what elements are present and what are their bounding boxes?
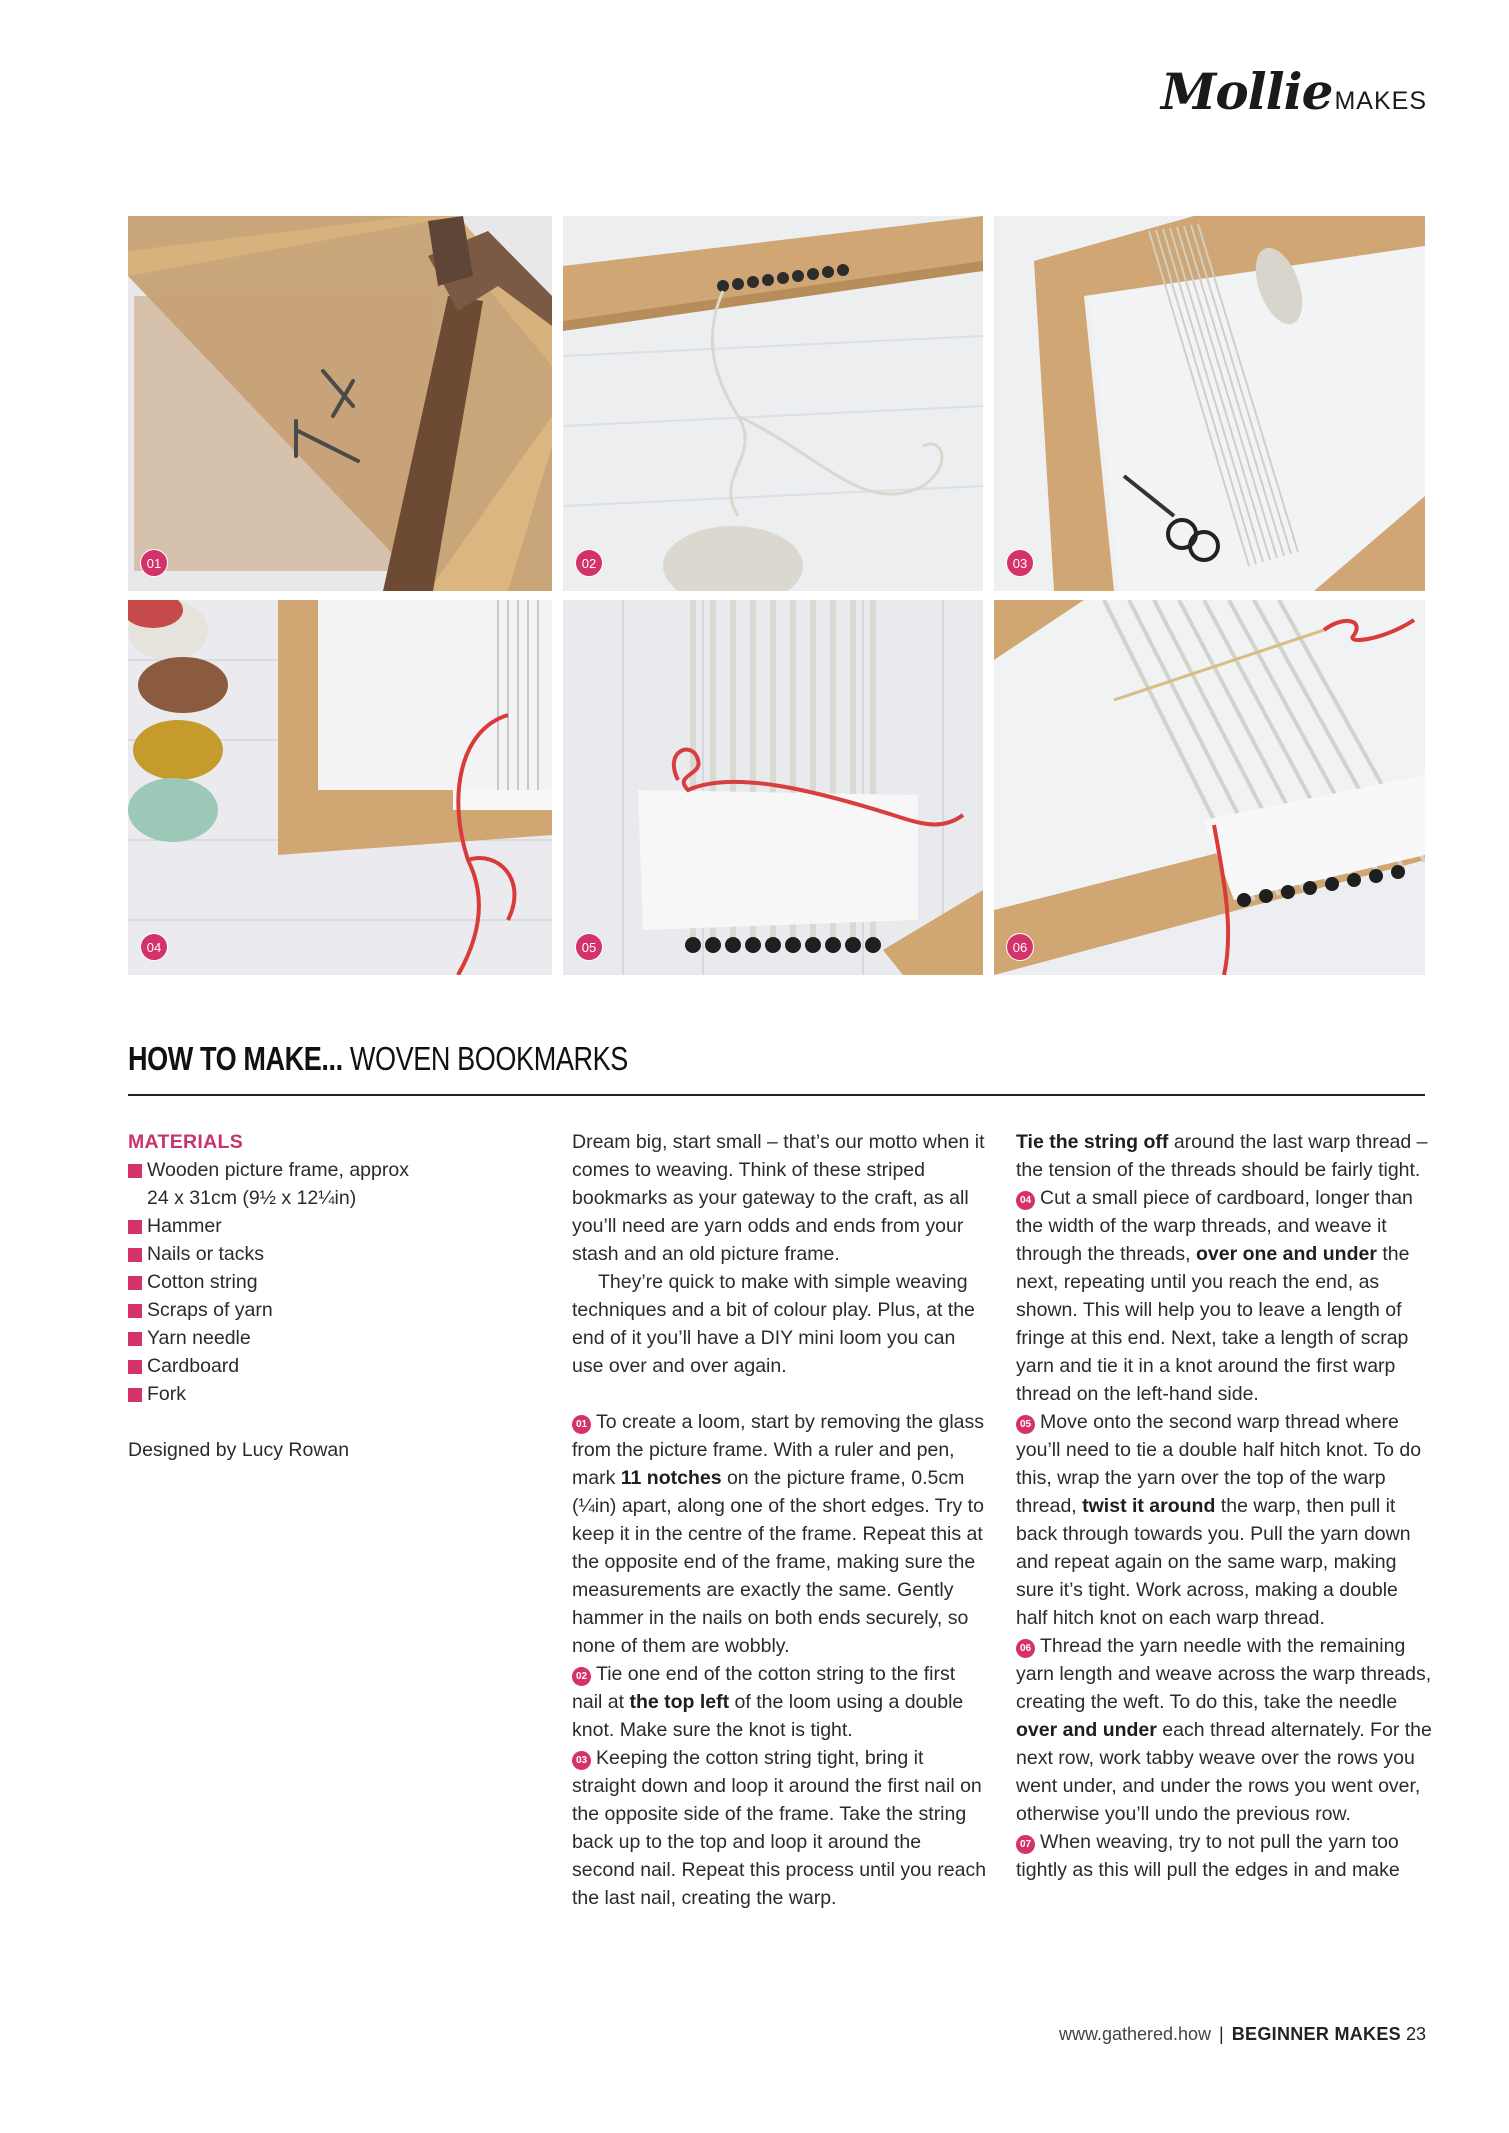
heading-light: WOVEN BOOKMARKS (342, 1040, 628, 1077)
step-photo-05 (563, 600, 983, 975)
material-item: Cardboard (128, 1352, 428, 1380)
material-item: Cotton string (128, 1268, 428, 1296)
step-number-badge: 07 (1016, 1835, 1035, 1854)
page-number: 23 (1405, 2024, 1426, 2044)
step-badge: 02 (575, 549, 603, 577)
step-badge: 01 (140, 549, 168, 577)
intro-paragraph: They’re quick to make with simple weaving techniques and a bit of colour play. Plus, at the end of it you’ll have a DIY mini loom you can use over and over again. (572, 1271, 975, 1377)
step-04: 04 Cut a small piece of cardboard, longer than the width of the warp threads, and weave it through the threads, over one and under the next, repeating until you reach the end, as shown. This will help you to leave a length of fringe at this end. Next, take a length of scrap yarn and tie it in a knot around the first warp thread on the left-hand side. (1016, 1187, 1413, 1405)
step-number-badge: 01 (572, 1415, 591, 1434)
logo-script: Mollie (1160, 62, 1333, 121)
step-number-badge: 02 (572, 1667, 591, 1686)
material-item: Wooden picture frame, approx 24 x 31cm (9½ x 12¼in) (128, 1156, 428, 1212)
step-photo-01 (128, 216, 552, 591)
page-heading (128, 1040, 628, 1078)
footer-url[interactable]: www.gathered.how (1058, 2024, 1212, 2044)
logo-caps: MAKES (1334, 87, 1427, 115)
step-photo-03 (994, 216, 1425, 591)
instructions-column-1 (572, 1128, 988, 1912)
material-item: Yarn needle (128, 1324, 428, 1352)
step-photo-04 (128, 600, 552, 975)
heading-rule (128, 1094, 1425, 1096)
step-number-badge: 05 (1016, 1415, 1035, 1434)
step-badge: 06 (1006, 933, 1034, 961)
step-02: 02 Tie one end of the cotton string to the first nail at the top left of the loom using a double knot. Make sure the knot is tight. (572, 1663, 964, 1741)
step-01: 01 To create a loom, start by removing the glass from the picture frame. With a ruler and pen, mark 11 notches on the picture frame, 0.5cm (¼in) apart, along one of the short edges. Try to keep it in the centre of the frame. Repeat this at the opposite end of the frame, making sure the measurements are exactly the same. Gently hammer in the nails on both ends securely, so none of them are wobbly. (572, 1411, 985, 1657)
footer-section: BEGINNER MAKES (1231, 2024, 1401, 2044)
step-07: 07 When weaving, try to not pull the yarn too tightly as this will pull the edges in and make (1016, 1831, 1400, 1881)
step-badge: 05 (575, 933, 603, 961)
step-03-continued: Tie the string off around the last warp thread – the tension of the threads should be fairly tight. (1016, 1131, 1428, 1181)
step-badge: 04 (140, 933, 168, 961)
step-photo-06 (994, 600, 1425, 975)
step-number-badge: 04 (1016, 1191, 1035, 1210)
masthead-logo (1161, 62, 1427, 121)
materials-title: MATERIALS (128, 1131, 243, 1153)
material-item: Scraps of yarn (128, 1296, 428, 1324)
step-number-badge: 06 (1016, 1639, 1035, 1658)
step-06: 06 Thread the yarn needle with the remaining yarn length and weave across the warp threads, creating the weft. To do this, take the needle over and under each thread alternately. For the next row, work tabby weave over the rows you went under, and under the rows you went over, otherwise you’ll undo the previous row. (1016, 1635, 1432, 1825)
step-badge: 03 (1006, 549, 1034, 577)
material-item: Hammer (128, 1212, 428, 1240)
page-footer (1059, 2024, 1426, 2045)
instructions-column-2 (1016, 1128, 1432, 1884)
step-photo-02 (563, 216, 983, 591)
step-05: 05 Move onto the second warp thread where you’ll need to tie a double half hitch knot. To do this, wrap the yarn over the top of the warp thread, twist it around the warp, then pull it back through towards you. Pull the yarn down and repeat again on the same warp, making sure it’s tight. Work across, making a double half hitch knot on each warp thread. (1016, 1411, 1422, 1629)
materials-list (128, 1156, 428, 1408)
step-03: 03 Keeping the cotton string tight, bring it straight down and loop it around the first nail on the opposite side of the frame. Take the string back up to the top and loop it around the second nail. Repeat this process until you reach the last nail, creating the warp. (572, 1747, 987, 1909)
intro-paragraph: Dream big, start small – that’s our motto when it comes to weaving. Think of these striped bookmarks as your gateway to the craft, as all you’ll need are yarn odds and ends from your stash and an old picture frame. (572, 1131, 985, 1265)
step-number-badge: 03 (572, 1751, 591, 1770)
footer-separator: | (1219, 2024, 1224, 2044)
heading-bold: HOW TO MAKE... (128, 1040, 343, 1077)
designer-credit: Designed by Lucy Rowan (128, 1439, 350, 1461)
materials-column (128, 1128, 428, 1464)
material-item: Nails or tacks (128, 1240, 428, 1268)
material-item: Fork (128, 1380, 428, 1408)
